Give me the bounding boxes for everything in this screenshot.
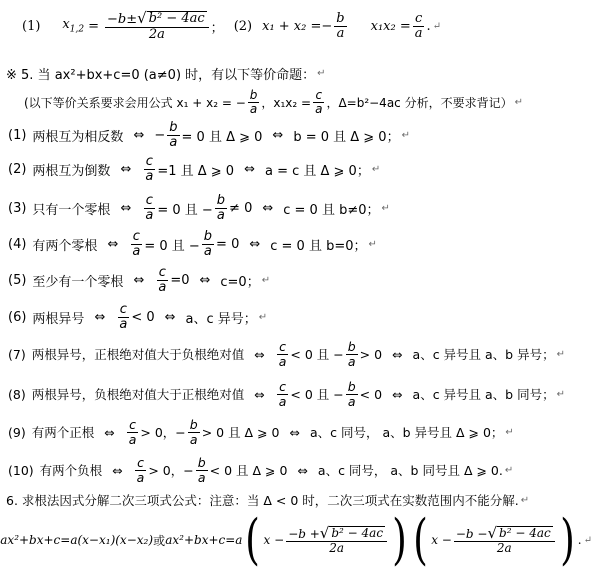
x-minus: x − bbox=[263, 533, 285, 547]
condition-text-2: = 0 bbox=[216, 236, 240, 252]
paragraph-mark-icon: ↵ bbox=[504, 464, 514, 476]
right-paren: ) bbox=[392, 508, 407, 571]
item-label: 两根互为相反数 bbox=[32, 129, 124, 145]
coefficient-condition: a、c 异号且 a、b 同号； bbox=[412, 387, 555, 402]
proposition-item bbox=[0, 301, 592, 333]
product-of-roots-lhs: x₁x₂ = bbox=[370, 18, 411, 34]
item-label: 两根互为倒数 bbox=[32, 163, 111, 179]
proposition-item bbox=[0, 376, 592, 412]
formula-note bbox=[0, 84, 592, 120]
equivalence-arrow: ⇔ bbox=[297, 462, 308, 478]
roots-symbol: $x_{1,2}$ bbox=[62, 17, 85, 35]
sign: − bbox=[154, 127, 166, 143]
ratio-fraction-2: $\frac{b}{a}$ bbox=[203, 228, 213, 259]
proposition-item bbox=[0, 336, 592, 372]
quadratic-formula-fraction: −b± √ b² − 4ac 2a bbox=[105, 11, 209, 41]
minus-sign: − bbox=[321, 18, 333, 34]
paragraph-mark-icon: ↵ bbox=[371, 163, 381, 175]
equivalence-arrow: ⇔ bbox=[133, 272, 145, 288]
coefficient-condition: a、c 同号， a、b 异号且 Δ ⩾ 0； bbox=[309, 425, 504, 440]
or-word: 或 bbox=[153, 533, 166, 548]
equals: = bbox=[88, 18, 99, 34]
section-5-heading bbox=[0, 62, 592, 84]
coefficient-condition: a、c 异号； bbox=[185, 311, 257, 327]
equivalence-arrow: ⇔ bbox=[107, 236, 119, 252]
ratio-fraction: $\frac{c}{a}$ bbox=[278, 379, 287, 409]
condition-text: < 0 且 − bbox=[290, 347, 344, 362]
root-2-fraction: −b − √ b² − 4ac 2a bbox=[454, 526, 555, 555]
ratio-fraction-2: $\frac{b}{a}$ bbox=[189, 417, 198, 447]
ratio-fraction: $\frac{c}{a}$ bbox=[136, 455, 145, 485]
ratio-fraction: $\frac{c}{a}$ bbox=[145, 192, 154, 223]
paragraph-mark-icon: ↵ bbox=[317, 67, 326, 79]
root-1-fraction: −b + √ b² − 4ac 2a bbox=[286, 526, 387, 555]
paragraph-mark-icon: ↵ bbox=[556, 348, 565, 360]
x-minus: x − bbox=[431, 533, 452, 547]
equivalence-arrow: ⇔ bbox=[254, 386, 265, 402]
proposition-item bbox=[0, 414, 592, 450]
condition-text-2: ≠ 0 bbox=[229, 200, 253, 216]
condition-text-2: > 0 且 Δ ⩾ 0 bbox=[201, 425, 280, 440]
note-fraction-c-a: $\frac{c}{a}$ bbox=[315, 87, 323, 116]
coefficient-condition: c=0； bbox=[220, 274, 260, 290]
factor-form-1: ax²+bx+c=a(x−x₁)(x−x₂) bbox=[0, 533, 154, 547]
item-number: (2) bbox=[8, 161, 27, 177]
equivalence-arrow: ⇔ bbox=[289, 424, 300, 440]
sum-fraction: $\frac{b}{a}$ bbox=[336, 10, 345, 41]
section-heading-text: ※ 5. 当 ax²+bx+c=0 (a≠0) 时，有以下等价命题： bbox=[6, 67, 316, 83]
left-paren: ( bbox=[413, 508, 429, 571]
equivalence-arrow: ⇔ bbox=[254, 346, 265, 362]
item-number: (3) bbox=[8, 200, 27, 216]
paragraph-mark-icon: ↵ bbox=[368, 238, 377, 250]
paragraph-mark-icon: ↵ bbox=[583, 534, 592, 546]
ratio-fraction: $\frac{c}{a}$ bbox=[128, 417, 137, 447]
ratio-fraction-2: $\frac{b}{a}$ bbox=[197, 455, 206, 485]
item-label: 有两个负根 bbox=[39, 463, 103, 478]
item-label: 有两个零根 bbox=[32, 238, 98, 254]
ratio-fraction: $\frac{c}{a}$ bbox=[119, 301, 128, 332]
item-label: 只有一个零根 bbox=[32, 202, 111, 218]
factorization-formula bbox=[0, 508, 592, 571]
item-label: 至少有一个零根 bbox=[32, 274, 124, 290]
equivalence-arrow: ⇔ bbox=[272, 127, 284, 143]
proposition-item bbox=[0, 152, 592, 186]
proposition-item bbox=[0, 453, 592, 487]
condition-text-2: < 0 且 Δ ⩾ 0 bbox=[209, 463, 288, 478]
proposition-item bbox=[0, 226, 592, 262]
proposition-item bbox=[0, 190, 592, 226]
sum-of-roots-lhs: x₁ + x₂ = bbox=[262, 18, 322, 34]
product-fraction: $\frac{c}{a}$ bbox=[414, 10, 423, 41]
equivalence-arrow: ⇔ bbox=[199, 272, 211, 288]
paragraph-mark-icon: ↵ bbox=[261, 274, 271, 286]
item-number: (4) bbox=[8, 236, 27, 252]
period: . bbox=[426, 18, 431, 34]
condition-text: =1 且 Δ ⩾ 0 bbox=[157, 163, 235, 179]
item-number: (2) bbox=[233, 18, 253, 34]
coefficient-condition: c = 0 且 b≠0； bbox=[283, 202, 380, 218]
equivalence-arrow: ⇔ bbox=[120, 200, 132, 216]
equivalence-arrow: ⇔ bbox=[249, 236, 261, 252]
equivalence-arrow: ⇔ bbox=[133, 127, 145, 143]
coefficient-condition: a、c 异号且 a、b 异号； bbox=[412, 347, 555, 362]
coefficient-condition: c = 0 且 b=0； bbox=[270, 238, 367, 254]
item-number: (1) bbox=[22, 18, 41, 34]
ratio-fraction: $\frac{c}{a}$ bbox=[278, 339, 287, 369]
item-number: (6) bbox=[8, 309, 27, 325]
paragraph-mark-icon: ↵ bbox=[432, 20, 442, 32]
item-number: (7) bbox=[8, 346, 26, 362]
section-heading-text: 6. 求根法因式分解二次三项式公式：注意：当 Δ < 0 时，二次三项式在实数范围内不能分解. bbox=[6, 493, 519, 508]
item-label: 两根异号，负根绝对值大于正根绝对值 bbox=[31, 387, 245, 402]
separator: ； bbox=[210, 20, 224, 36]
paragraph-mark-icon: ↵ bbox=[520, 494, 530, 506]
equivalence-arrow: ⇔ bbox=[94, 309, 106, 325]
note-text-end: ，Δ=b²−4ac 分析，不要求背记） bbox=[326, 95, 513, 110]
item-number: (10) bbox=[8, 462, 34, 478]
coefficient-condition: a = c 且 Δ ⩾ 0； bbox=[264, 163, 370, 179]
ratio-fraction-2: $\frac{b}{a}$ bbox=[216, 192, 226, 223]
paragraph-mark-icon: ↵ bbox=[401, 129, 410, 141]
paragraph-mark-icon: ↵ bbox=[556, 388, 565, 400]
condition-text: < 0 bbox=[131, 309, 155, 325]
equivalence-arrow: ⇔ bbox=[120, 161, 132, 177]
item-number: (5) bbox=[8, 272, 27, 288]
condition-text: = 0 且 − bbox=[157, 202, 213, 218]
ratio-fraction: $\frac{c}{a}$ bbox=[145, 153, 154, 184]
equivalence-arrow: ⇔ bbox=[104, 424, 115, 440]
section-6-heading bbox=[0, 490, 592, 510]
condition-text: = 0 且 Δ ⩾ 0 bbox=[181, 129, 263, 145]
right-paren: ) bbox=[559, 508, 575, 571]
coefficient-condition: a、c 同号， a、b 同号且 Δ ⩾ 0. bbox=[317, 463, 503, 478]
item-label: 两根异号，正根绝对值大于负根绝对值 bbox=[31, 347, 245, 362]
note-text-start: (以下等价关系要求会用公式 x₁ + x₂ = − bbox=[24, 95, 246, 110]
equivalence-arrow: ⇔ bbox=[112, 462, 123, 478]
item-number: (8) bbox=[8, 386, 26, 402]
paragraph-mark-icon: ↵ bbox=[258, 311, 268, 323]
proposition-item bbox=[0, 262, 592, 298]
item-label: 两根异号 bbox=[32, 311, 85, 327]
paragraph-mark-icon: ↵ bbox=[381, 202, 390, 214]
condition-text: < 0 且 − bbox=[290, 387, 344, 402]
ratio-fraction: $\frac{b}{a}$ bbox=[169, 119, 178, 150]
condition-text: > 0，− bbox=[140, 425, 186, 440]
item-number: (1) bbox=[8, 127, 27, 143]
condition-text: =0 bbox=[170, 272, 190, 288]
equivalence-arrow: ⇔ bbox=[164, 309, 176, 325]
item-label: 有两个正根 bbox=[31, 425, 95, 440]
ratio-fraction-2: $\frac{b}{a}$ bbox=[347, 339, 356, 369]
condition-text-2: < 0 bbox=[359, 386, 383, 402]
equivalence-arrow: ⇔ bbox=[262, 200, 274, 216]
paragraph-mark-icon: ↵ bbox=[514, 96, 523, 108]
factor-form-2-lhs: ax²+bx+c=a bbox=[165, 533, 243, 547]
note-text-mid: ，x₁x₂ = bbox=[261, 95, 312, 110]
condition-text: > 0，− bbox=[148, 463, 194, 478]
equivalence-arrow: ⇔ bbox=[244, 161, 255, 177]
period: . bbox=[577, 533, 582, 547]
condition-text: = 0 且 − bbox=[144, 238, 200, 254]
ratio-fraction: $\frac{c}{a}$ bbox=[132, 228, 141, 259]
item-number: (9) bbox=[8, 424, 26, 440]
equivalence-arrow: ⇔ bbox=[392, 346, 403, 362]
formula-line-1 bbox=[0, 6, 592, 46]
note-fraction-b-a: $\frac{b}{a}$ bbox=[249, 87, 258, 116]
left-paren: ( bbox=[245, 508, 261, 571]
coefficient-condition: b = 0 且 Δ ⩾ 0； bbox=[293, 129, 400, 145]
ratio-fraction-2: $\frac{b}{a}$ bbox=[347, 379, 356, 409]
ratio-fraction: $\frac{c}{a}$ bbox=[158, 264, 167, 295]
equivalence-arrow: ⇔ bbox=[392, 386, 403, 402]
condition-text-2: > 0 bbox=[359, 346, 383, 362]
proposition-item bbox=[0, 120, 592, 150]
paragraph-mark-icon: ↵ bbox=[505, 426, 514, 438]
